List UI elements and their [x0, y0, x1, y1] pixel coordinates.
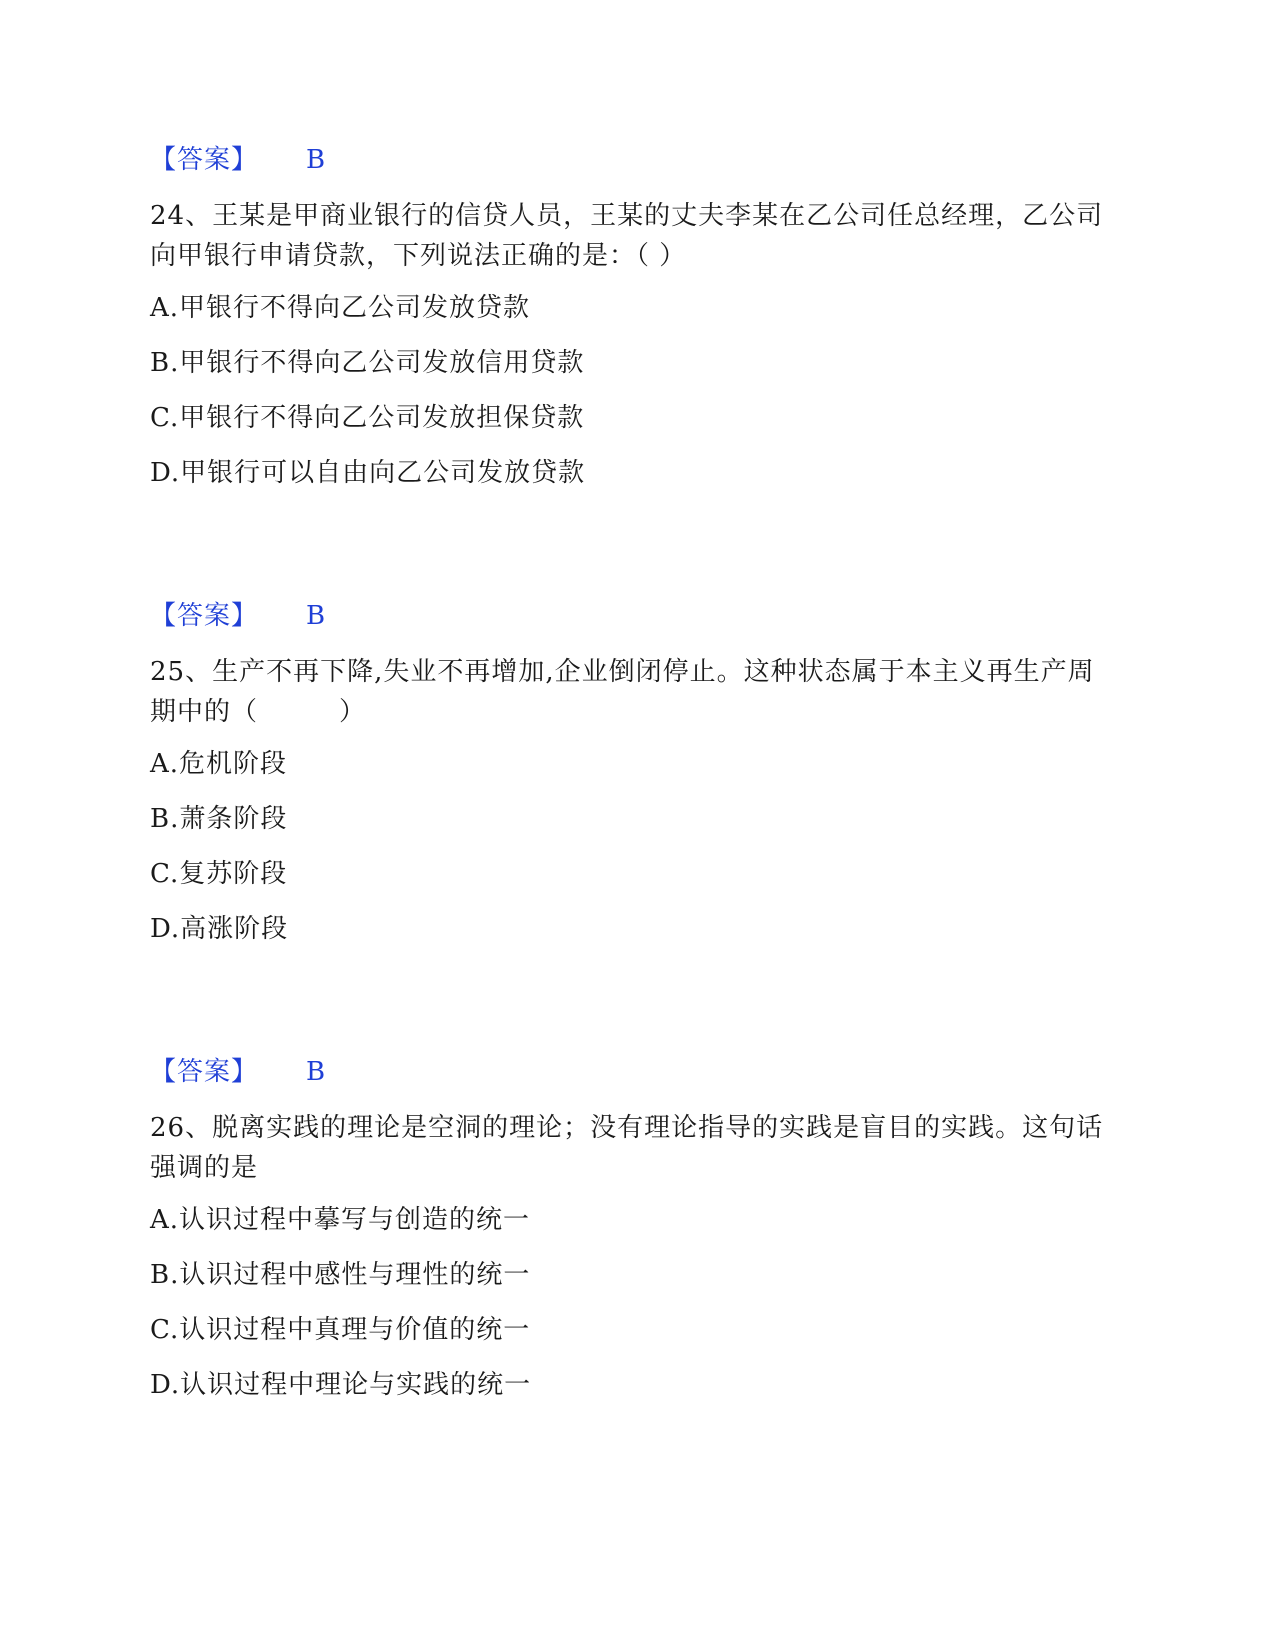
answer-line	[150, 601, 325, 631]
question-25-option-a: A.危机阶段	[150, 749, 288, 779]
answer-line	[150, 145, 325, 175]
question-26-option-a: A.认识过程中摹写与创造的统一	[150, 1205, 531, 1235]
answer-label: 【答案】	[150, 145, 259, 175]
question-25-option-d: D.高涨阶段	[150, 914, 289, 944]
answer-value: B	[306, 1057, 326, 1087]
answer-value: B	[306, 145, 326, 175]
question-24-option-a: A.甲银行不得向乙公司发放贷款	[150, 293, 531, 323]
question-25-option-b: B.萧条阶段	[150, 804, 288, 834]
question-26-option-c: C.认识过程中真理与价值的统一	[150, 1315, 531, 1345]
answer-value: B	[306, 601, 326, 631]
question-24-option-b: B.甲银行不得向乙公司发放信用贷款	[150, 348, 585, 378]
question-26-option-d: D.认识过程中理论与实践的统一	[150, 1370, 532, 1400]
answer-line	[150, 1057, 325, 1087]
question-26-text: 26、脱离实践的理论是空洞的理论；没有理论指导的实践是盲目的实践。这句话强调的是	[150, 1113, 1104, 1183]
question-24-text: 24、王某是甲商业银行的信贷人员，王某的丈夫李某在乙公司任总经理，乙公司向甲银行申请贷款，下列说法正确的是：（ ）	[150, 201, 1104, 271]
question-26-option-b: B.认识过程中感性与理性的统一	[150, 1260, 531, 1290]
answer-label: 【答案】	[150, 1057, 259, 1087]
answer-label: 【答案】	[150, 601, 259, 631]
question-25-option-c: C.复苏阶段	[150, 859, 288, 889]
question-24-option-c: C.甲银行不得向乙公司发放担保贷款	[150, 403, 585, 433]
question-24-option-d: D.甲银行可以自由向乙公司发放贷款	[150, 458, 586, 488]
question-25-text: 25、生产不再下降,失业不再增加,企业倒闭停止。这种状态属于本主义再生产周期中的（ ）	[150, 657, 1095, 727]
